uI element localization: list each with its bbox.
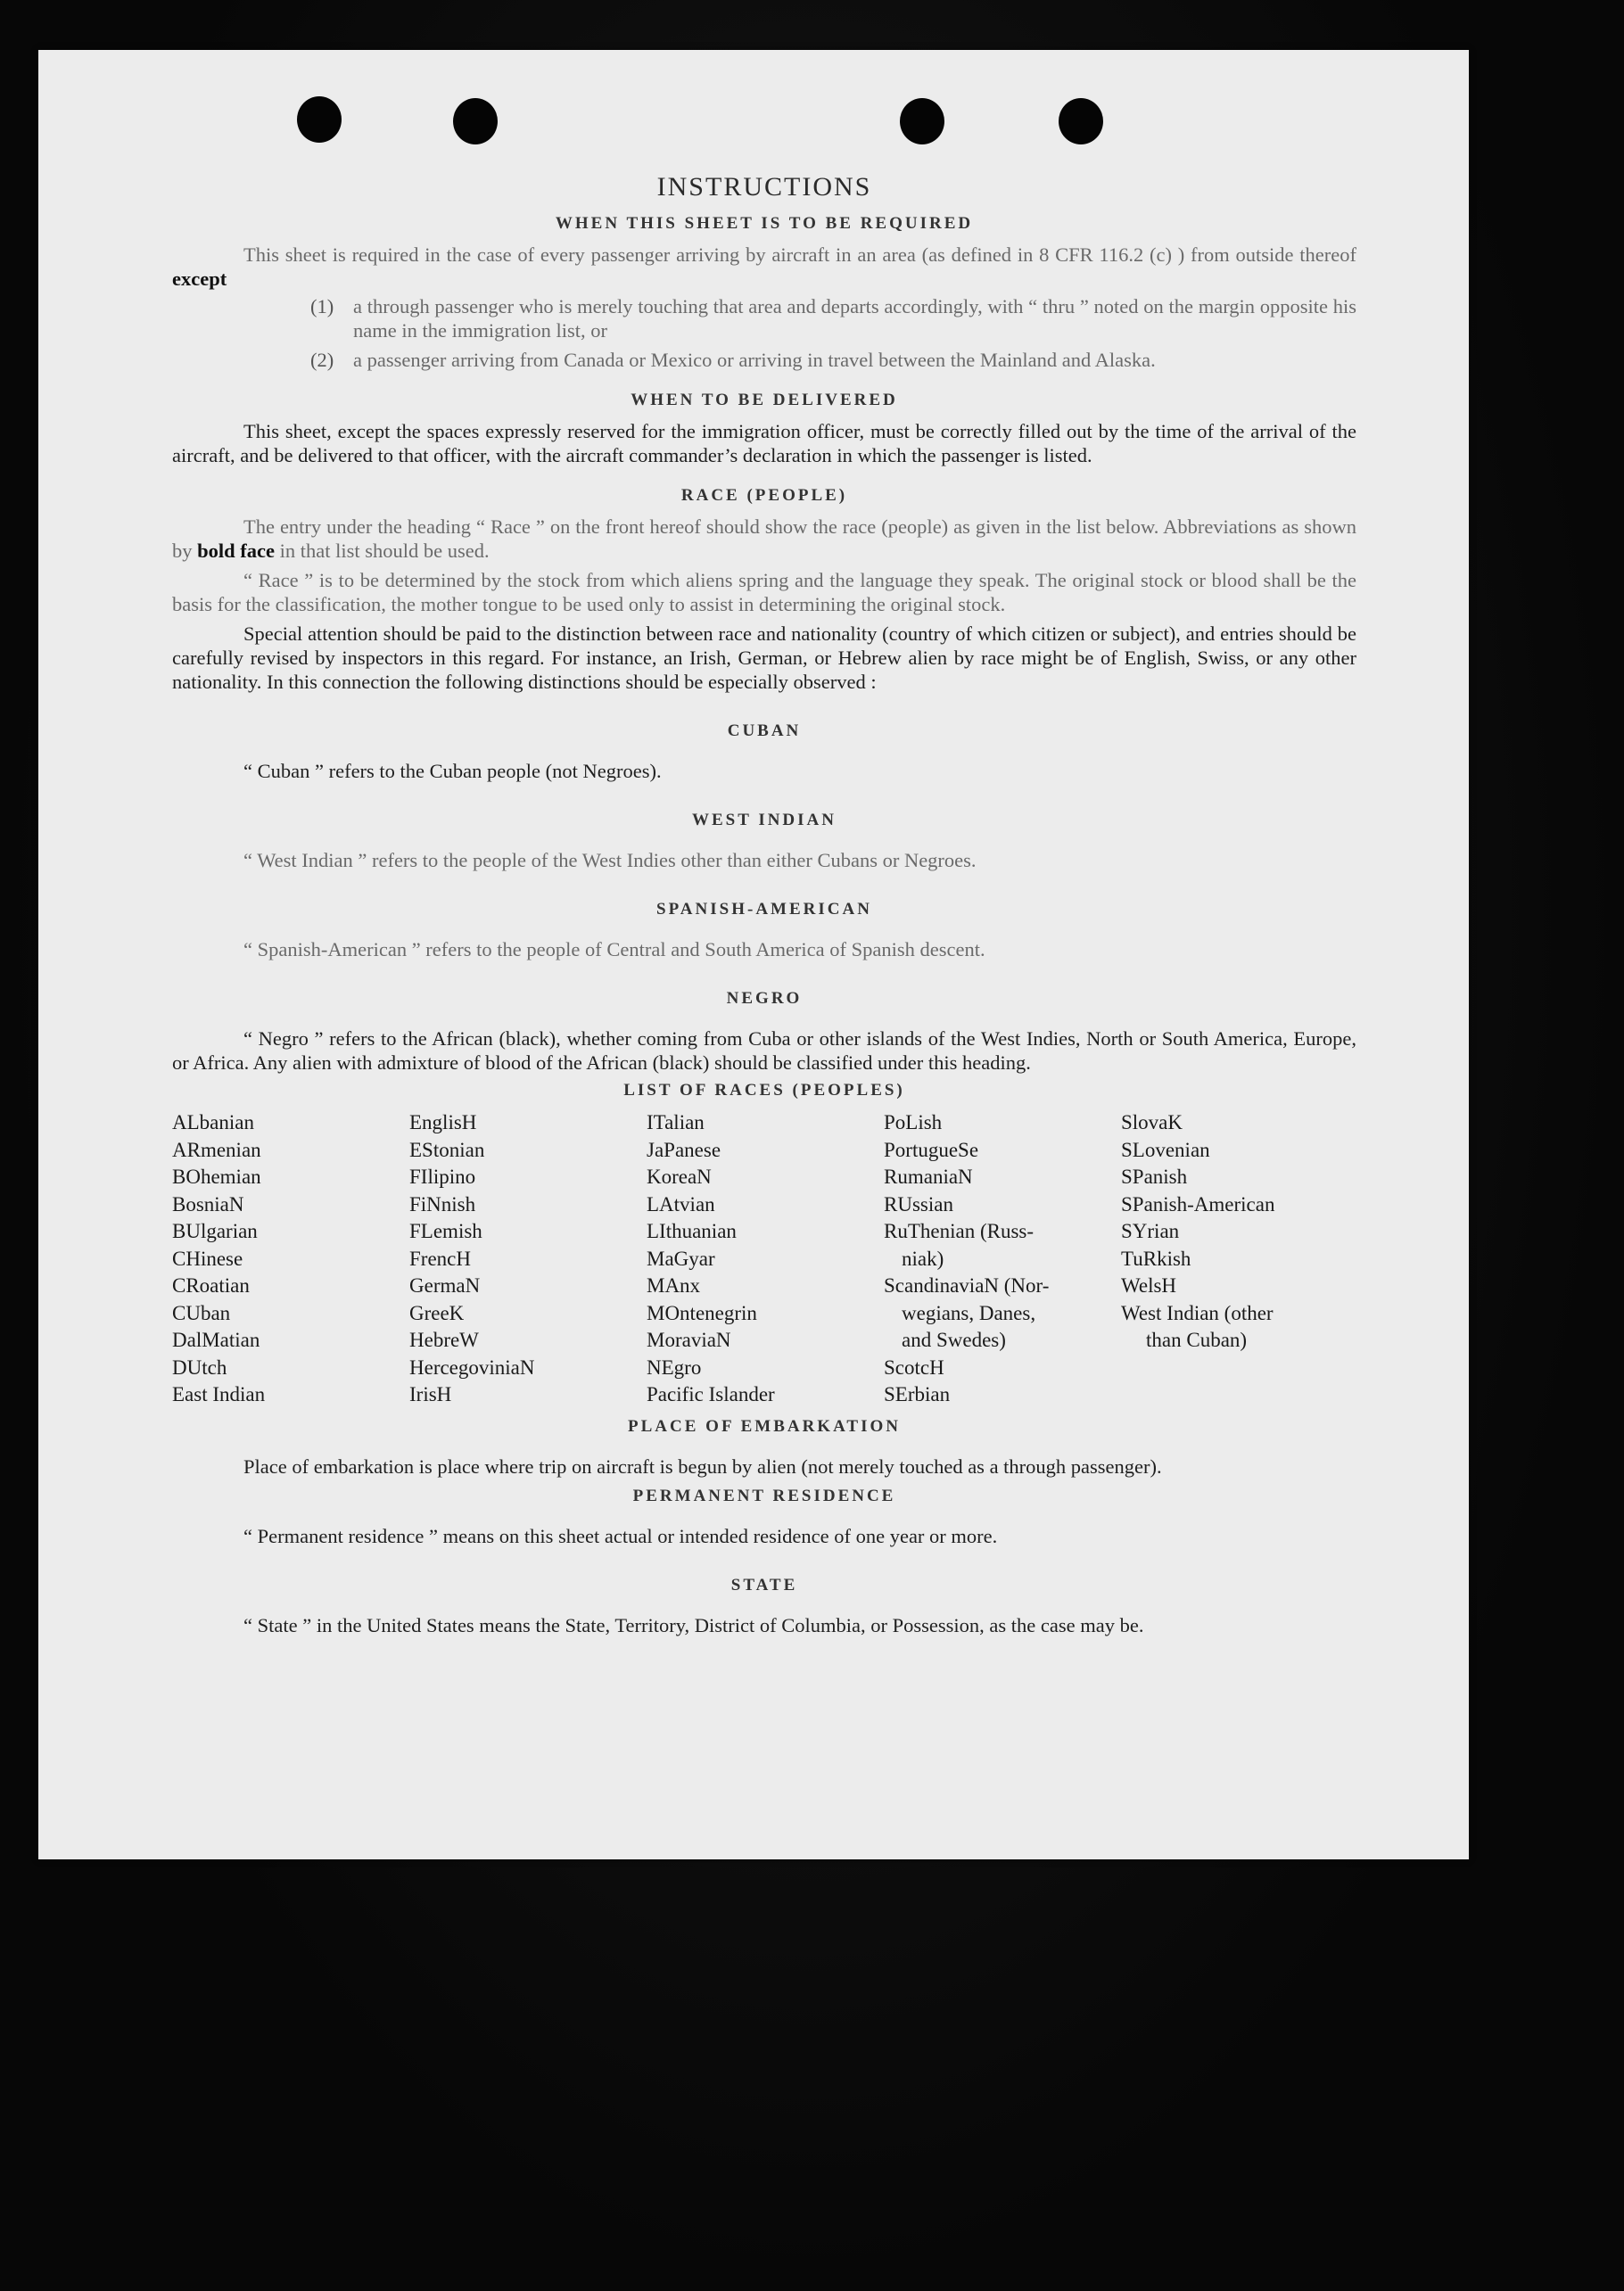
list-item: than Cuban) xyxy=(1146,1329,1248,1351)
list-item: BosniaN xyxy=(172,1192,244,1216)
negro-text: “ Negro ” refers to the African (black), whether coming from Cuba or other islands of the West Indies, North or South America, Europe, or Africa. Any alien with admixture of blood of the African (black) should be classified under this heading. xyxy=(172,1027,1356,1074)
list-item: SYrian xyxy=(1121,1220,1180,1242)
punch-hole xyxy=(297,96,342,143)
race-paragraph-3: Special attention should be paid to the distinction between race and nationality (country of which citizen or subject), and entries should be carefully revised by inspectors in this regard. For instance, an Irish, German, or Hebrew alien by race might be of English, Swiss, or any other nationality. In this connection the following distinctions should be especially observed : xyxy=(172,622,1356,693)
list-item: RuThenian (Russ- xyxy=(884,1220,1035,1242)
list-item: TuRkish xyxy=(1121,1247,1191,1270)
list-item: BUlgarian xyxy=(172,1220,258,1242)
list-item: FrencH xyxy=(409,1247,471,1270)
list-item: DalMatian xyxy=(172,1329,260,1351)
list-item: LIthuanian xyxy=(647,1220,737,1242)
list-item: East Indian xyxy=(172,1383,266,1405)
race-column-4 xyxy=(884,1109,1121,1409)
list-item: FLemish xyxy=(409,1220,482,1242)
list-item: GermaN xyxy=(409,1274,481,1297)
exception-list xyxy=(172,294,1356,372)
permanent-residence-text: “ Permanent residence ” means on this sheet actual or intended residence of one year or more. xyxy=(243,1524,998,1547)
race-column-5 xyxy=(1121,1109,1358,1409)
list-item: SLovenian xyxy=(1121,1138,1210,1161)
race-column-2 xyxy=(409,1109,647,1409)
instruction-sheet xyxy=(38,50,1469,1859)
list-item: DUtch xyxy=(172,1356,227,1379)
race-heading: RACE (PEOPLE) xyxy=(680,486,848,505)
spanish-american-heading: SPANISH-AMERICAN xyxy=(656,900,872,919)
list-item: HercegoviniaN xyxy=(409,1356,535,1379)
list-item: ITalian xyxy=(647,1111,705,1133)
punch-hole xyxy=(1059,98,1103,144)
list-item: EStonian xyxy=(409,1138,485,1161)
list-item: GreeK xyxy=(409,1301,465,1324)
list-item: Pacific Islander xyxy=(647,1383,775,1405)
when-required-intro: This sheet is required in the case of every passenger arriving by aircraft in an area (as defined in 8 CFR 116.2 (c) ) from outside thereof except xyxy=(172,243,1356,290)
list-item: IrisH xyxy=(409,1383,452,1405)
punch-hole xyxy=(453,98,498,144)
race-list xyxy=(172,1109,1356,1409)
list-item: NEgro xyxy=(647,1356,702,1379)
list-item: SPanish xyxy=(1121,1166,1188,1188)
list-item: FiNnish xyxy=(409,1192,476,1216)
page-title: INSTRUCTIONS xyxy=(656,172,872,202)
list-item: wegians, Danes, xyxy=(902,1301,1036,1324)
list-item: CUban xyxy=(172,1301,231,1324)
list-item: CHinese xyxy=(172,1247,243,1270)
cuban-heading: CUBAN xyxy=(727,721,802,740)
race-column-1 xyxy=(172,1109,409,1409)
list-of-races-heading: LIST OF RACES (PEOPLES) xyxy=(623,1081,905,1100)
list-item: (1) a through passenger who is merely touching that area and departs accordingly, with “ thru ” noted on the margin opposite his name in the immigration list, or xyxy=(310,295,1356,342)
list-item: SPanish-American xyxy=(1121,1192,1275,1216)
list-item: ScotcH xyxy=(884,1356,944,1379)
negro-heading: NEGRO xyxy=(726,989,803,1008)
west-indian-heading: WEST INDIAN xyxy=(692,811,837,829)
list-item: ARmenian xyxy=(172,1138,261,1161)
list-item: and Swedes) xyxy=(902,1329,1006,1351)
list-item: RUssian xyxy=(884,1192,953,1216)
when-delivered-heading: WHEN TO BE DELIVERED xyxy=(631,391,898,409)
list-item: HebreW xyxy=(409,1329,479,1351)
list-item: SlovaK xyxy=(1121,1111,1183,1133)
embarkation-text: Place of embarkation is place where trip on aircraft is begun by alien (not merely touched as a through passenger). xyxy=(243,1455,1162,1478)
list-item: EnglisH xyxy=(409,1111,477,1133)
list-item: SErbian xyxy=(884,1383,951,1405)
list-item: LAtvian xyxy=(647,1192,715,1216)
west-indian-text: “ West Indian ” refers to the people of the West Indies other than either Cubans or Negroes. xyxy=(243,849,977,871)
cuban-text: “ Cuban ” refers to the Cuban people (not Negroes). xyxy=(243,760,662,782)
race-paragraph-2: “ Race ” is to be determined by the stock from which aliens spring and the language they speak. The original stock or blood shall be the basis for the classification, the mother tongue to be used only to assist in determining the original stock. xyxy=(172,569,1356,615)
list-item: (2) a passenger arriving from Canada or Mexico or arriving in travel between the Mainland and Alaska. xyxy=(310,349,1156,371)
spanish-american-text: “ Spanish-American ” refers to the people of Central and South America of Spanish descent. xyxy=(243,938,985,960)
state-heading: STATE xyxy=(730,1575,798,1595)
list-item: MOntenegrin xyxy=(647,1301,757,1324)
list-item: RumaniaN xyxy=(884,1166,973,1188)
list-item: MoraviaN xyxy=(647,1329,731,1351)
list-item: MaGyar xyxy=(647,1247,715,1270)
list-item: ScandinaviaN (Nor- xyxy=(884,1274,1050,1297)
permanent-residence-heading: PERMANENT RESIDENCE xyxy=(632,1486,896,1505)
list-item: KoreaN xyxy=(647,1166,712,1188)
list-item: ALbanian xyxy=(172,1111,254,1133)
list-item: niak) xyxy=(902,1247,944,1270)
race-paragraph-1: The entry under the heading “ Race ” on the front hereof should show the race (people) as given in the list below. Abbreviations as shown by bold face in that list should be used. xyxy=(172,515,1356,562)
list-item: JaPanese xyxy=(647,1138,721,1161)
list-item: FIlipino xyxy=(409,1166,476,1188)
list-item: MAnx xyxy=(647,1274,701,1297)
list-item: CRoatian xyxy=(172,1274,250,1297)
when-delivered-text: This sheet, except the spaces expressly reserved for the immigration officer, must be correctly filled out by the time of the arrival of the aircraft, and be delivered to that officer, with the aircraft commander’s declaration in which the passenger is listed. xyxy=(172,420,1356,466)
list-item: BOhemian xyxy=(172,1166,261,1188)
when-required-heading: WHEN THIS SHEET IS TO BE REQUIRED xyxy=(555,214,974,233)
list-item: WelsH xyxy=(1121,1274,1177,1297)
punch-hole xyxy=(900,98,944,144)
list-item: PoLish xyxy=(884,1111,943,1133)
list-item: West Indian (other xyxy=(1121,1301,1274,1324)
embarkation-heading: PLACE OF EMBARKATION xyxy=(628,1416,901,1436)
race-column-3 xyxy=(647,1109,884,1409)
state-text: “ State ” in the United States means the State, Territory, District of Columbia, or Possession, as the case may be. xyxy=(243,1613,1144,1636)
list-item: PortugueSe xyxy=(884,1138,979,1161)
instructions-body xyxy=(172,172,1356,1637)
